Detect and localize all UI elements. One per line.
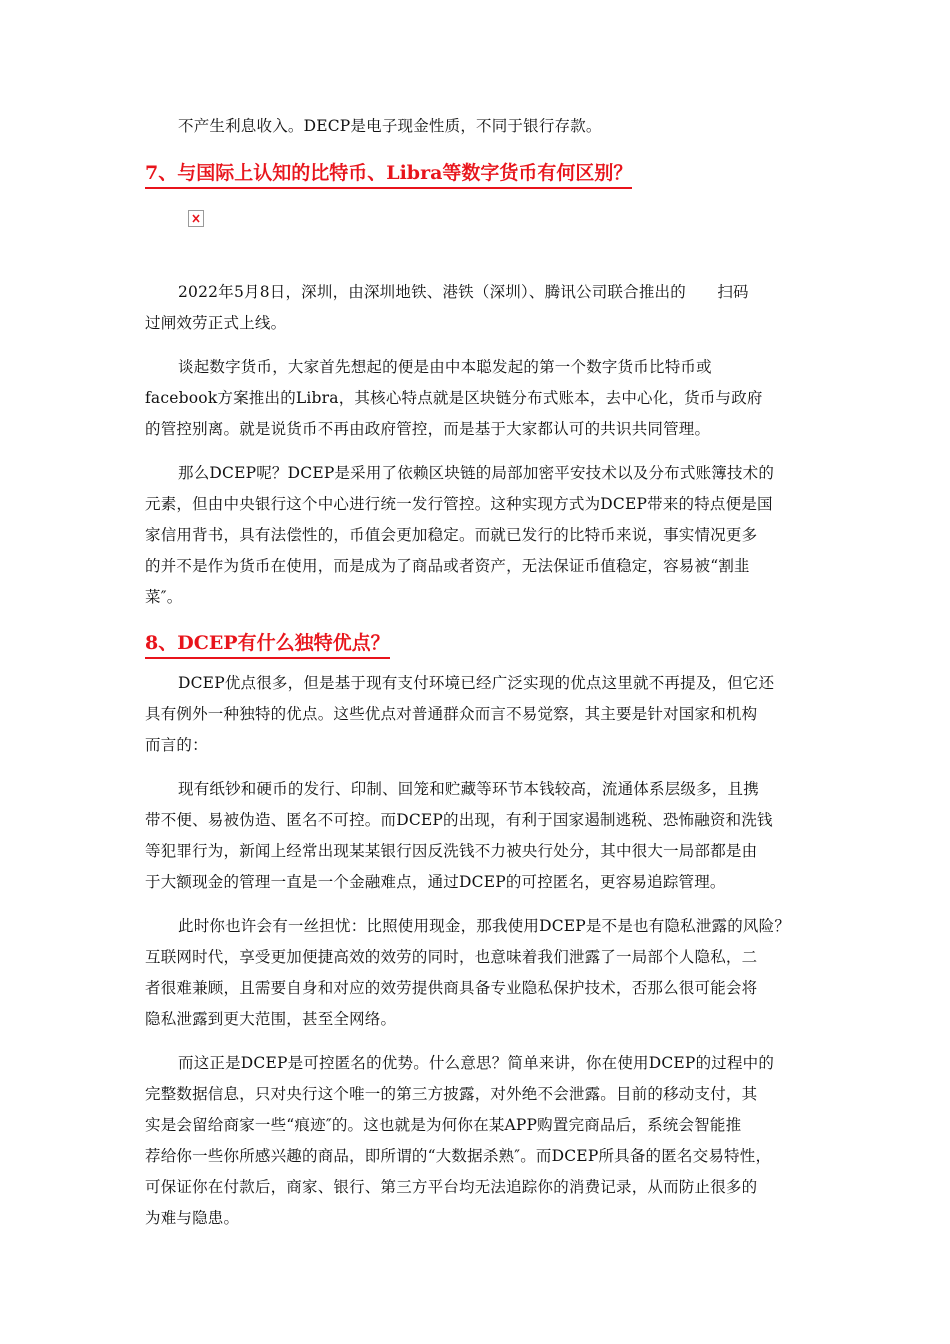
paragraph-line: 而言的：: [145, 736, 208, 754]
paragraph-line: 完整数据信息，只对央行这个唯一的第三方披露，对外绝不会泄露。目前的移动支付，其: [145, 1085, 758, 1103]
paragraph-line: 过闸效劳正式上线。: [145, 314, 287, 332]
paragraph-line: 此时你也许会有一丝担忧：比照使用现金，那我使用DCEP是不是也有隐私泄露的风险？: [178, 917, 791, 935]
paragraph-line: 于大额现金的管理一直是一个金融难点，通过DCEP的可控匿名，更容易追踪管理。: [145, 873, 726, 891]
paragraph-line: 者很难兼顾，且需要自身和对应的效劳提供商具备专业隐私保护技术，否那么很可能会将: [145, 979, 758, 997]
broken-image-icon: [188, 210, 204, 227]
paragraph-line: 隐私泄露到更大范围，甚至全网络。: [145, 1010, 397, 1028]
paragraph-line: facebook方案推出的Libra，其核心特点就是区块链分布式账本，去中心化，货币与政府: [145, 389, 763, 407]
paragraph-line: 带不便、易被伪造、匿名不可控。而DCEP的出现，有利于国家遏制逃税、恐怖融资和洗钱: [145, 811, 773, 829]
paragraph-line: 实是会留给商家一些“痕迹″的。这也就是为何你在某APP购置完商品后，系统会智能推: [145, 1116, 742, 1134]
section-heading-8: 8、DCEP有什么独特优点？: [145, 630, 390, 659]
paragraph-line: 2022年5月8日，深圳，由深圳地铁、港铁（深圳）、腾讯公司联合推出的 扫码: [178, 283, 749, 301]
paragraph-line: 元素，但由中央银行这个中心进行统一发行管控。这种实现方式为DCEP带来的特点便是国: [145, 495, 773, 513]
paragraph-line: 而这正是DCEP是可控匿名的优势。什么意思？简单来讲，你在使用DCEP的过程中的: [178, 1054, 775, 1072]
paragraph-line: 那么DCEP呢？DCEP是采用了依赖区块链的局部加密平安技术以及分布式账簿技术的: [178, 464, 775, 482]
paragraph-line: 菜″。: [145, 588, 183, 606]
paragraph-line: 谈起数字货币，大家首先想起的便是由中本聪发起的第一个数字货币比特币或: [178, 358, 712, 376]
paragraph-line: 互联网时代，享受更加便捷高效的效劳的同时，也意味着我们泄露了一局部个人隐私，二: [145, 948, 758, 966]
paragraph-line: 家信用背书，具有法偿性的，币值会更加稳定。而就已发行的比特币来说，事实情况更多: [145, 526, 758, 544]
paragraph-line: 不产生利息收入。DECP是电子现金性质，不同于银行存款。: [178, 117, 602, 135]
section-heading-7: 7、与国际上认知的比特币、Libra等数字货币有何区别？: [145, 160, 632, 189]
paragraph-line: 的并不是作为货币在使用，而是成为了商品或者资产，无法保证币值稳定，容易被“割韭: [145, 557, 750, 575]
paragraph-line: 可保证你在付款后，商家、银行、第三方平台均无法追踪你的消费记录，从而防止很多的: [145, 1178, 758, 1196]
paragraph-line: 现有纸钞和硬币的发行、印制、回笼和贮藏等环节本钱较高，流通体系层级多，且携: [178, 780, 759, 798]
paragraph-line: 具有例外一种独特的优点。这些优点对普通群众而言不易觉察，其主要是针对国家和机构: [145, 705, 758, 723]
paragraph-line: 荐给你一些你所感兴趣的商品，即所谓的“大数据杀熟″。而DCEP所具备的匿名交易特性，: [145, 1147, 772, 1165]
paragraph-line: 为难与隐患。: [145, 1209, 240, 1227]
paragraph-line: 等犯罪行为，新闻上经常出现某某银行因反洗钱不力被央行处分，其中很大一局部都是由: [145, 842, 758, 860]
paragraph-line: DCEP优点很多，但是基于现有支付环境已经广泛实现的优点这里就不再提及，但它还: [178, 674, 775, 692]
paragraph-line: 的管控别离。就是说货币不再由政府管控，而是基于大家都认可的共识共同管理。: [145, 420, 711, 438]
